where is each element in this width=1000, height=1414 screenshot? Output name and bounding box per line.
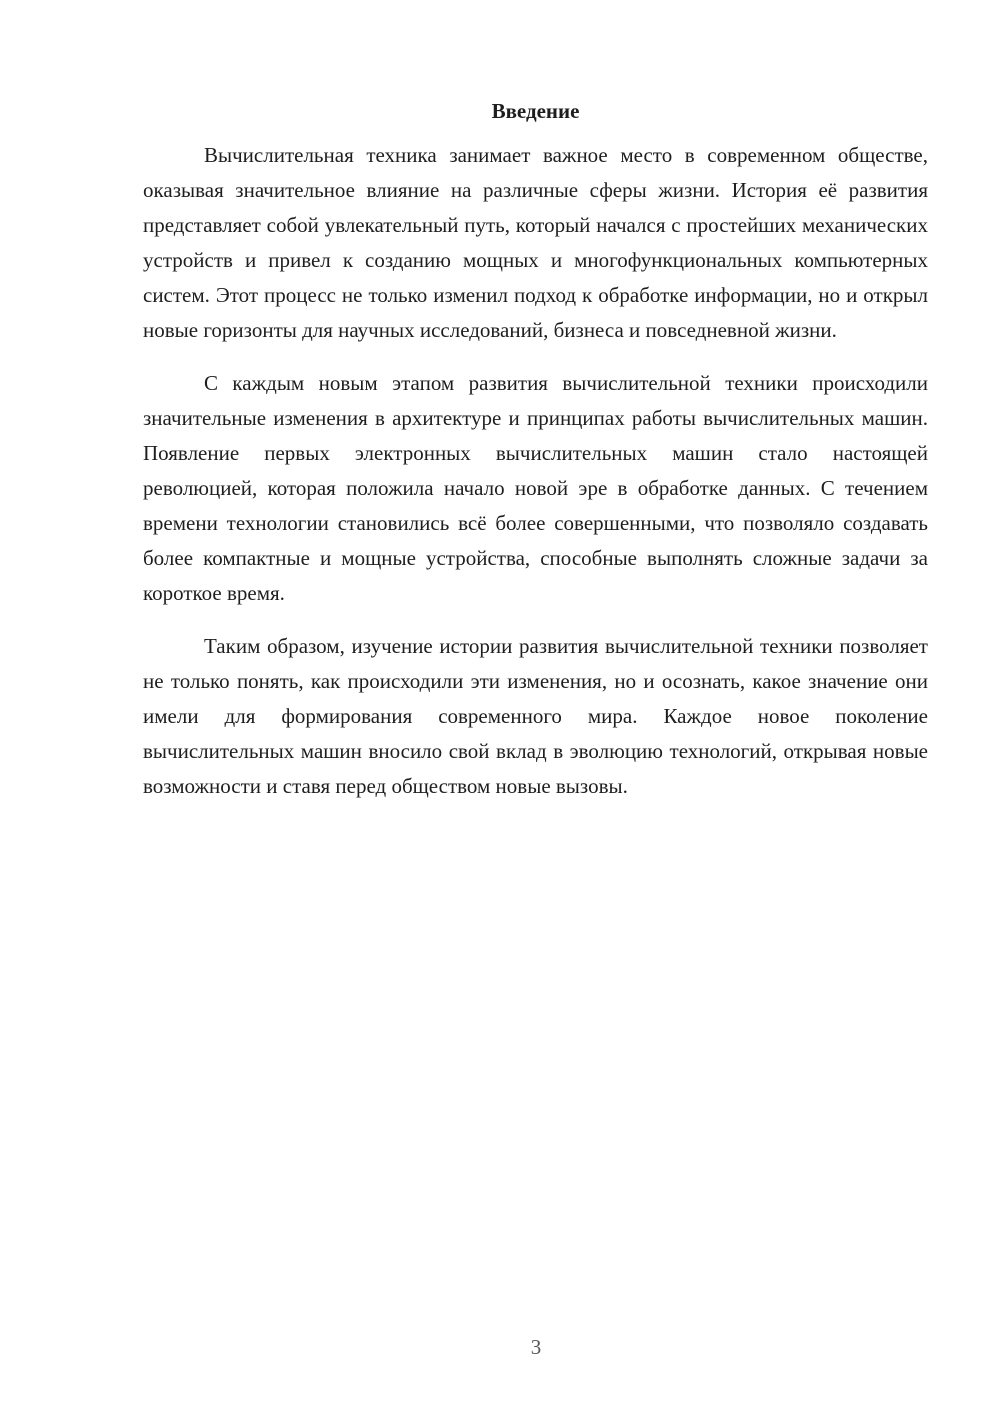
paragraph-2: С каждым новым этапом развития вычислительной техники происходили значительные изменения в архитектуре и принципах работы вычислительных машин. Появление первых электронных вычислительных машин стало настоящей революцией, которая положила начало новой эре в обработке данных. С течением времени технологии становились всё более совершенными, что позволяло создавать более компактные и мощные устройства, способные выполнять сложные задачи за короткое время. xyxy=(143,371,928,605)
page-content xyxy=(143,96,928,822)
paragraph-3: Таким образом, изучение истории развития вычислительной техники позволяет не только понять, как происходили эти изменения, но и осознать, какое значение они имели для формирования современного мира. Каждое новое поколение вычислительных машин вносило свой вклад в эволюцию технологий, открывая новые возможности и ставя перед обществом новые вызовы. xyxy=(143,634,928,798)
section-heading: Введение xyxy=(491,99,580,123)
paragraph-1: Вычислительная техника занимает важное место в современном обществе, оказывая значительное влияние на различные сферы жизни. История её развития представляет собой увлекательный путь, который начался с простейших механических устройств и привел к созданию мощных и многофункциональных компьютерных систем. Этот процесс не только изменил подход к обработке информации, но и открыл новые горизонты для научных исследований, бизнеса и повседневной жизни. xyxy=(143,143,928,342)
page-number: 3 xyxy=(530,1335,542,1359)
